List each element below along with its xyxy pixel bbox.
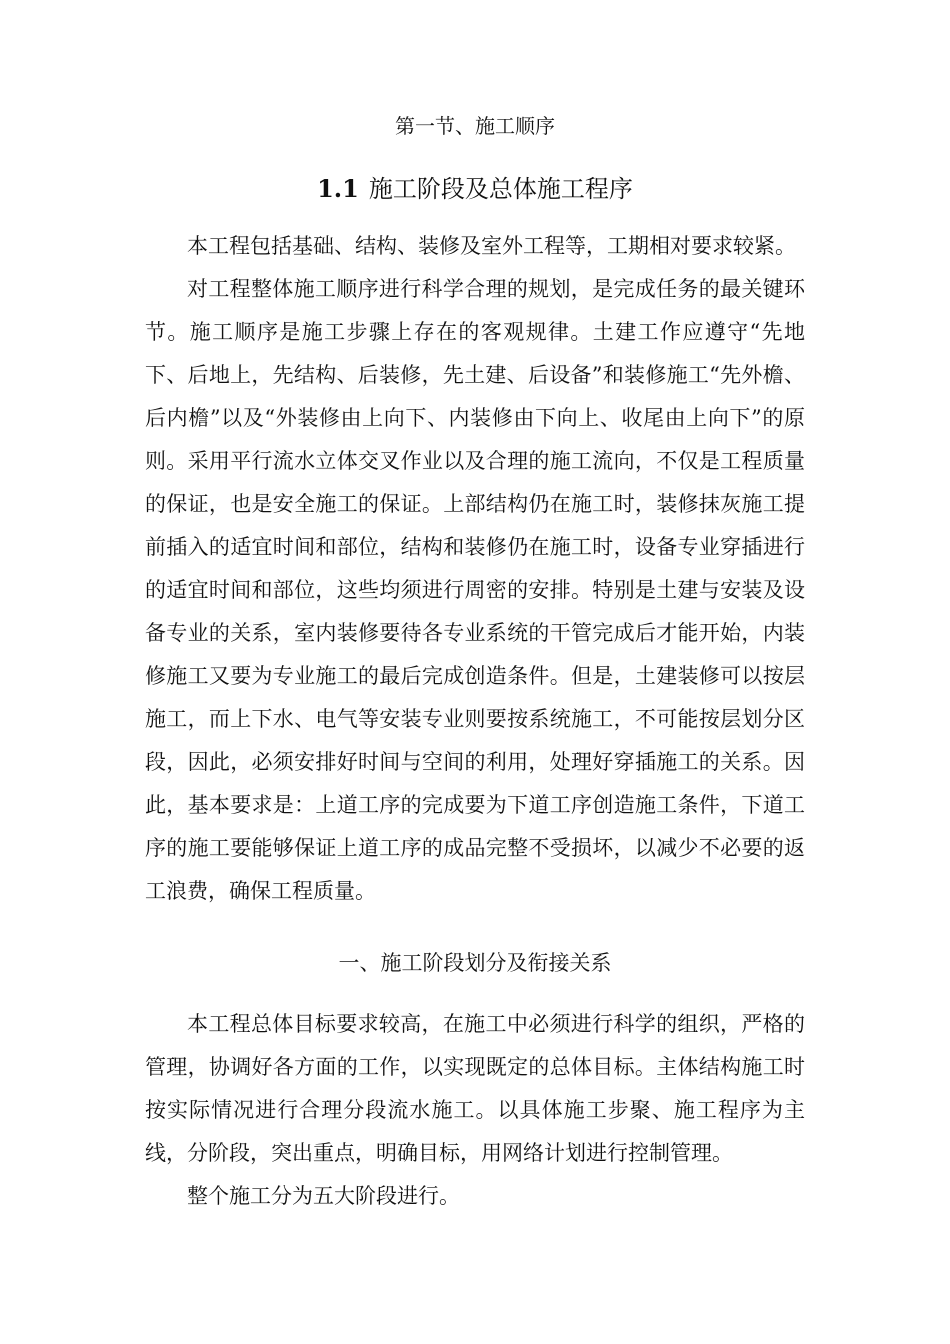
subsection-number: 1.1 <box>317 174 359 203</box>
subheading: 一、施工阶段划分及衔接关系 <box>338 951 612 975</box>
body-text-block-1 <box>145 225 805 913</box>
body-text-block-2 <box>145 1003 805 1218</box>
paragraph: 本工程包括基础、结构、装修及室外工程等，工期相对要求较紧。 <box>187 234 796 258</box>
paragraph: 对工程整体施工顺序进行科学合理的规划，是完成任务的最关键环节。施工顺序是施工步骤上存在的客观规律。土建工作应遵守“先地下、后地上，先结构、后装修，先土建、后设备”和装修施工“先外檐、后内檐”以及“外装修由上向下、内装修由下向上、收尾由上向下”的原则。采用平行流水立体交叉作业以及合理的施工流向，不仅是工程质量的保证，也是安全施工的保证。上部结构仍在施工时，装修抹灰施工提前插入的适宜时间和部位，结构和装修仍在施工时，设备专业穿插进行的适宜时间和部位，这些均须进行周密的安排。特别是土建与安装及设备专业的关系，室内装修要待各专业系统的干管完成后才能开始，内装修施工又要为专业施工的最后完成创造条件。但是，土建装修可以按层施工，而上下水、电气等安装专业则要按系统施工，不可能按层划分区段，因此，必须安排好时间与空间的利用，处理好穿插施工的关系。因此，基本要求是：上道工序的完成要为下道工序创造施工条件，下道工序的施工要能够保证上道工序的成品完整不受损坏，以减少不必要的返工浪费，确保工程质量。 <box>145 277 805 903</box>
section-title: 第一节、施工顺序 <box>395 114 555 138</box>
paragraph: 本工程总体目标要求较高，在施工中必须进行科学的组织，严格的管理，协调好各方面的工作，以实现既定的总体目标。主体结构施工时按实际情况进行合理分段流水施工。以具体施工步聚、施工程序为主线，分阶段，突出重点，明确目标，用网络计划进行控制管理。 <box>145 1012 805 1165</box>
subsection-title <box>0 172 950 206</box>
paragraph: 整个施工分为五大阶段进行。 <box>187 1184 460 1208</box>
subsection-title-text: 施工阶段及总体施工程序 <box>368 175 633 203</box>
